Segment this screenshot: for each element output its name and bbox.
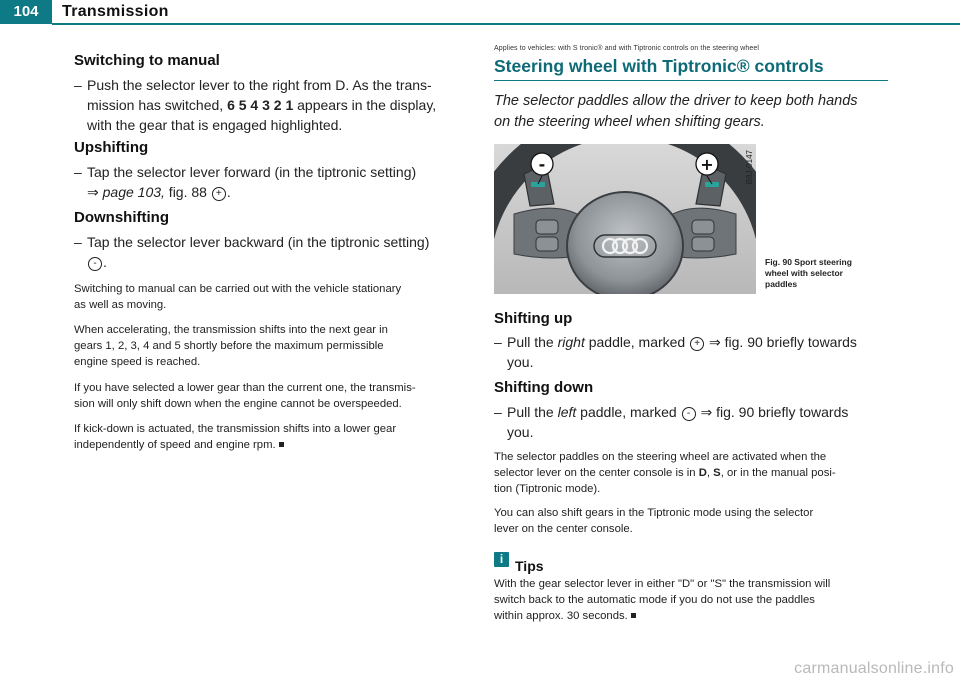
selector-lever-paragraph: You can also shift gears in the Tiptronic mode using the selector lever on the center console. bbox=[494, 507, 814, 535]
step-shifting-up: – Pull the right paddle, marked + ⇒ fig. 90 briefly towards you. bbox=[494, 334, 857, 370]
section-intro: The selector paddles allow the driver to keep both hands on the steering wheel when shifting gears. bbox=[494, 93, 858, 130]
info-icon: i bbox=[494, 552, 509, 567]
minus-callout-label: - bbox=[538, 155, 546, 174]
page-reference[interactable]: page 103, bbox=[102, 184, 165, 200]
note-paragraph-1: Switching to manual can be carried out with the vehicle stationary as well as moving. bbox=[74, 283, 402, 311]
minus-symbol-icon: - bbox=[682, 407, 696, 421]
figure-caption: Fig. 90 Sport steering wheel with selector paddles bbox=[765, 257, 852, 289]
note-paragraph-2: When accelerating, the transmission shifts into the next gear in gears 1, 2, 3, 4 and 5 shortly before the maximum permissible engine speed is reached. bbox=[74, 324, 388, 368]
steering-wheel-figure bbox=[494, 144, 756, 294]
tips-heading: Tips bbox=[515, 558, 544, 574]
watermark: carmanualsonline.info bbox=[794, 660, 954, 677]
note-paragraph-3: If you have selected a lower gear than the current one, the transmis- sion will only shift down when the engine cannot be overspeeded. bbox=[74, 382, 416, 410]
heading-downshifting: Downshifting bbox=[74, 209, 169, 226]
heading-switching-to-manual: Switching to manual bbox=[74, 52, 220, 69]
heading-shifting-down: Shifting down bbox=[494, 379, 594, 396]
page-title: Transmission bbox=[62, 3, 169, 20]
section-rule bbox=[494, 80, 888, 81]
plus-symbol-icon: + bbox=[690, 337, 704, 351]
page-number: 104 bbox=[0, 0, 52, 24]
header-rule bbox=[52, 23, 960, 25]
step-downshifting: – Tap the selector lever backward (in the tiptronic setting) - . bbox=[74, 234, 430, 270]
heading-shifting-up: Shifting up bbox=[494, 310, 573, 327]
activation-paragraph: The selector paddles on the steering wheel are activated when the selector lever on the center console is in D, S, or in the manual posi- tion (Tiptronic mode). bbox=[494, 451, 836, 495]
end-mark-icon bbox=[279, 442, 284, 447]
figure-code: B8J-0147 bbox=[745, 150, 754, 185]
heading-upshifting: Upshifting bbox=[74, 139, 149, 156]
steering-wheel-illustration bbox=[494, 144, 756, 294]
tips-paragraph: With the gear selector lever in either "D" or "S" the transmission will switch back to the automatic mode if you do not use the paddles within approx. 30 seconds. bbox=[494, 578, 831, 622]
end-mark-icon bbox=[631, 613, 636, 618]
step-upshifting: – Tap the selector lever forward (in the tiptronic setting) ⇒ page 103, fig. 88 + . bbox=[74, 164, 417, 200]
plus-callout-label: + bbox=[700, 155, 714, 174]
minus-symbol-icon: - bbox=[88, 257, 102, 271]
step-shifting-down: – Pull the left paddle, marked - ⇒ fig. 90 briefly towards you. bbox=[494, 404, 849, 440]
plus-symbol-icon: + bbox=[212, 187, 226, 201]
section-title: Steering wheel with Tiptronic® controls bbox=[494, 56, 824, 76]
step-switching-to-manual: – Push the selector lever to the right from D. As the trans- mission has switched, 6 5 4 3 2 1 appears in the display, with the gear that is engaged highlighted. bbox=[74, 77, 437, 133]
note-paragraph-4: If kick-down is actuated, the transmission shifts into a lower gear independently of speed and engine rpm. bbox=[74, 423, 397, 451]
applies-to-note: Applies to vehicles: with S tronic® and with Tiptronic controls on the steering wheel bbox=[494, 45, 760, 52]
